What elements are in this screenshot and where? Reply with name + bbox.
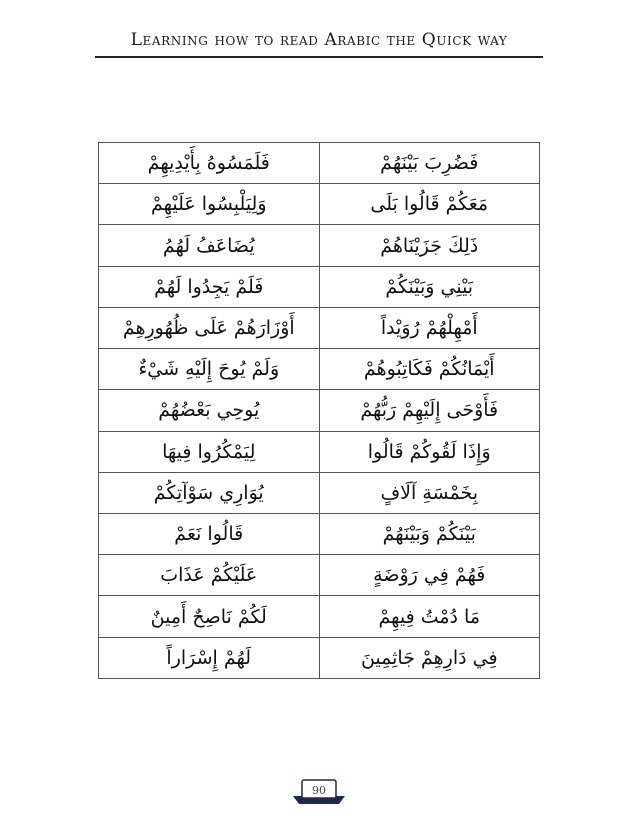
table-cell-right: بَيْنِي وَبَيْنَكُمْ <box>319 266 540 307</box>
arabic-word-table <box>98 142 540 679</box>
table-cell-right: وَإِذَا لَقُوكُمْ قَالُوا <box>319 431 540 472</box>
table-cell-left: عَلَيْكُمْ عَذَابَ <box>99 555 320 596</box>
table-row <box>99 225 540 266</box>
table-cell-left: وَلِيَلْبِسُوا عَلَيْهِمْ <box>99 184 320 225</box>
page-number: 90 <box>312 784 326 797</box>
table-row <box>99 266 540 307</box>
table-cell-left: أَوْزَارَهُمْ عَلَى ظُهُورِهِمْ <box>99 307 320 348</box>
page-header-title: Learning how to read Arabic the Quick way <box>130 30 508 50</box>
table-row <box>99 307 540 348</box>
table-cell-left: وَلَمْ يُوحَ إِلَيْهِ شَيْءٌ <box>99 349 320 390</box>
table-row <box>99 555 540 596</box>
table-row <box>99 596 540 637</box>
table-row <box>99 637 540 678</box>
table-cell-left: يُوحِي بَعْضُهُمْ <box>99 390 320 431</box>
table-cell-right: مَعَكُمْ قَالُوا بَلَى <box>319 184 540 225</box>
table-cell-right: بَيْنَكُمْ وَبَيْنَهُمْ <box>319 513 540 554</box>
table-cell-right: ذَلِكَ جَزَيْنَاهُمْ <box>319 225 540 266</box>
table-cell-left: يُوَارِي سَوْآتِكُمْ <box>99 472 320 513</box>
table-body <box>99 143 540 679</box>
table-cell-left: يُضَاعَفُ لَهُمُ <box>99 225 320 266</box>
table-cell-right: فَهُمْ فِي رَوْضَةٍ <box>319 555 540 596</box>
table-cell-left: قَالُوا نَعَمْ <box>99 513 320 554</box>
table-cell-right: فِي دَارِهِمْ جَاثِمِينَ <box>319 637 540 678</box>
table-cell-right: مَا دُمْتُ فِيهِمْ <box>319 596 540 637</box>
table-row <box>99 390 540 431</box>
table-cell-right: أَيْمَانُكُمْ فَكَاتِبُوهُمْ <box>319 349 540 390</box>
table-cell-right: أَمْهِلْهُمْ رُوَيْداً <box>319 307 540 348</box>
table-row <box>99 431 540 472</box>
table-cell-left: فَلَمَسُوهُ بِأَيْدِيهِمْ <box>99 143 320 184</box>
table-cell-right: فَأَوْحَى إِلَيْهِمْ رَبُّهُمْ <box>319 390 540 431</box>
table-cell-left: لِيَمْكُرُوا فِيهَا <box>99 431 320 472</box>
table-row <box>99 513 540 554</box>
table-cell-right: فَضُرِبَ بَيْنَهُمْ <box>319 143 540 184</box>
table-row <box>99 184 540 225</box>
header-rule <box>95 56 543 58</box>
table-cell-left: فَلَمْ يَجِدُوا لَهُمْ <box>99 266 320 307</box>
table-cell-left: لَهُمْ إِسْرَاراً <box>99 637 320 678</box>
table-row <box>99 143 540 184</box>
table-row <box>99 349 540 390</box>
table-cell-right: بِخَمْسَةِ آلَافٍ <box>319 472 540 513</box>
table-cell-left: لَكُمْ نَاصِحٌ أَمِينٌ <box>99 596 320 637</box>
table-row <box>99 472 540 513</box>
